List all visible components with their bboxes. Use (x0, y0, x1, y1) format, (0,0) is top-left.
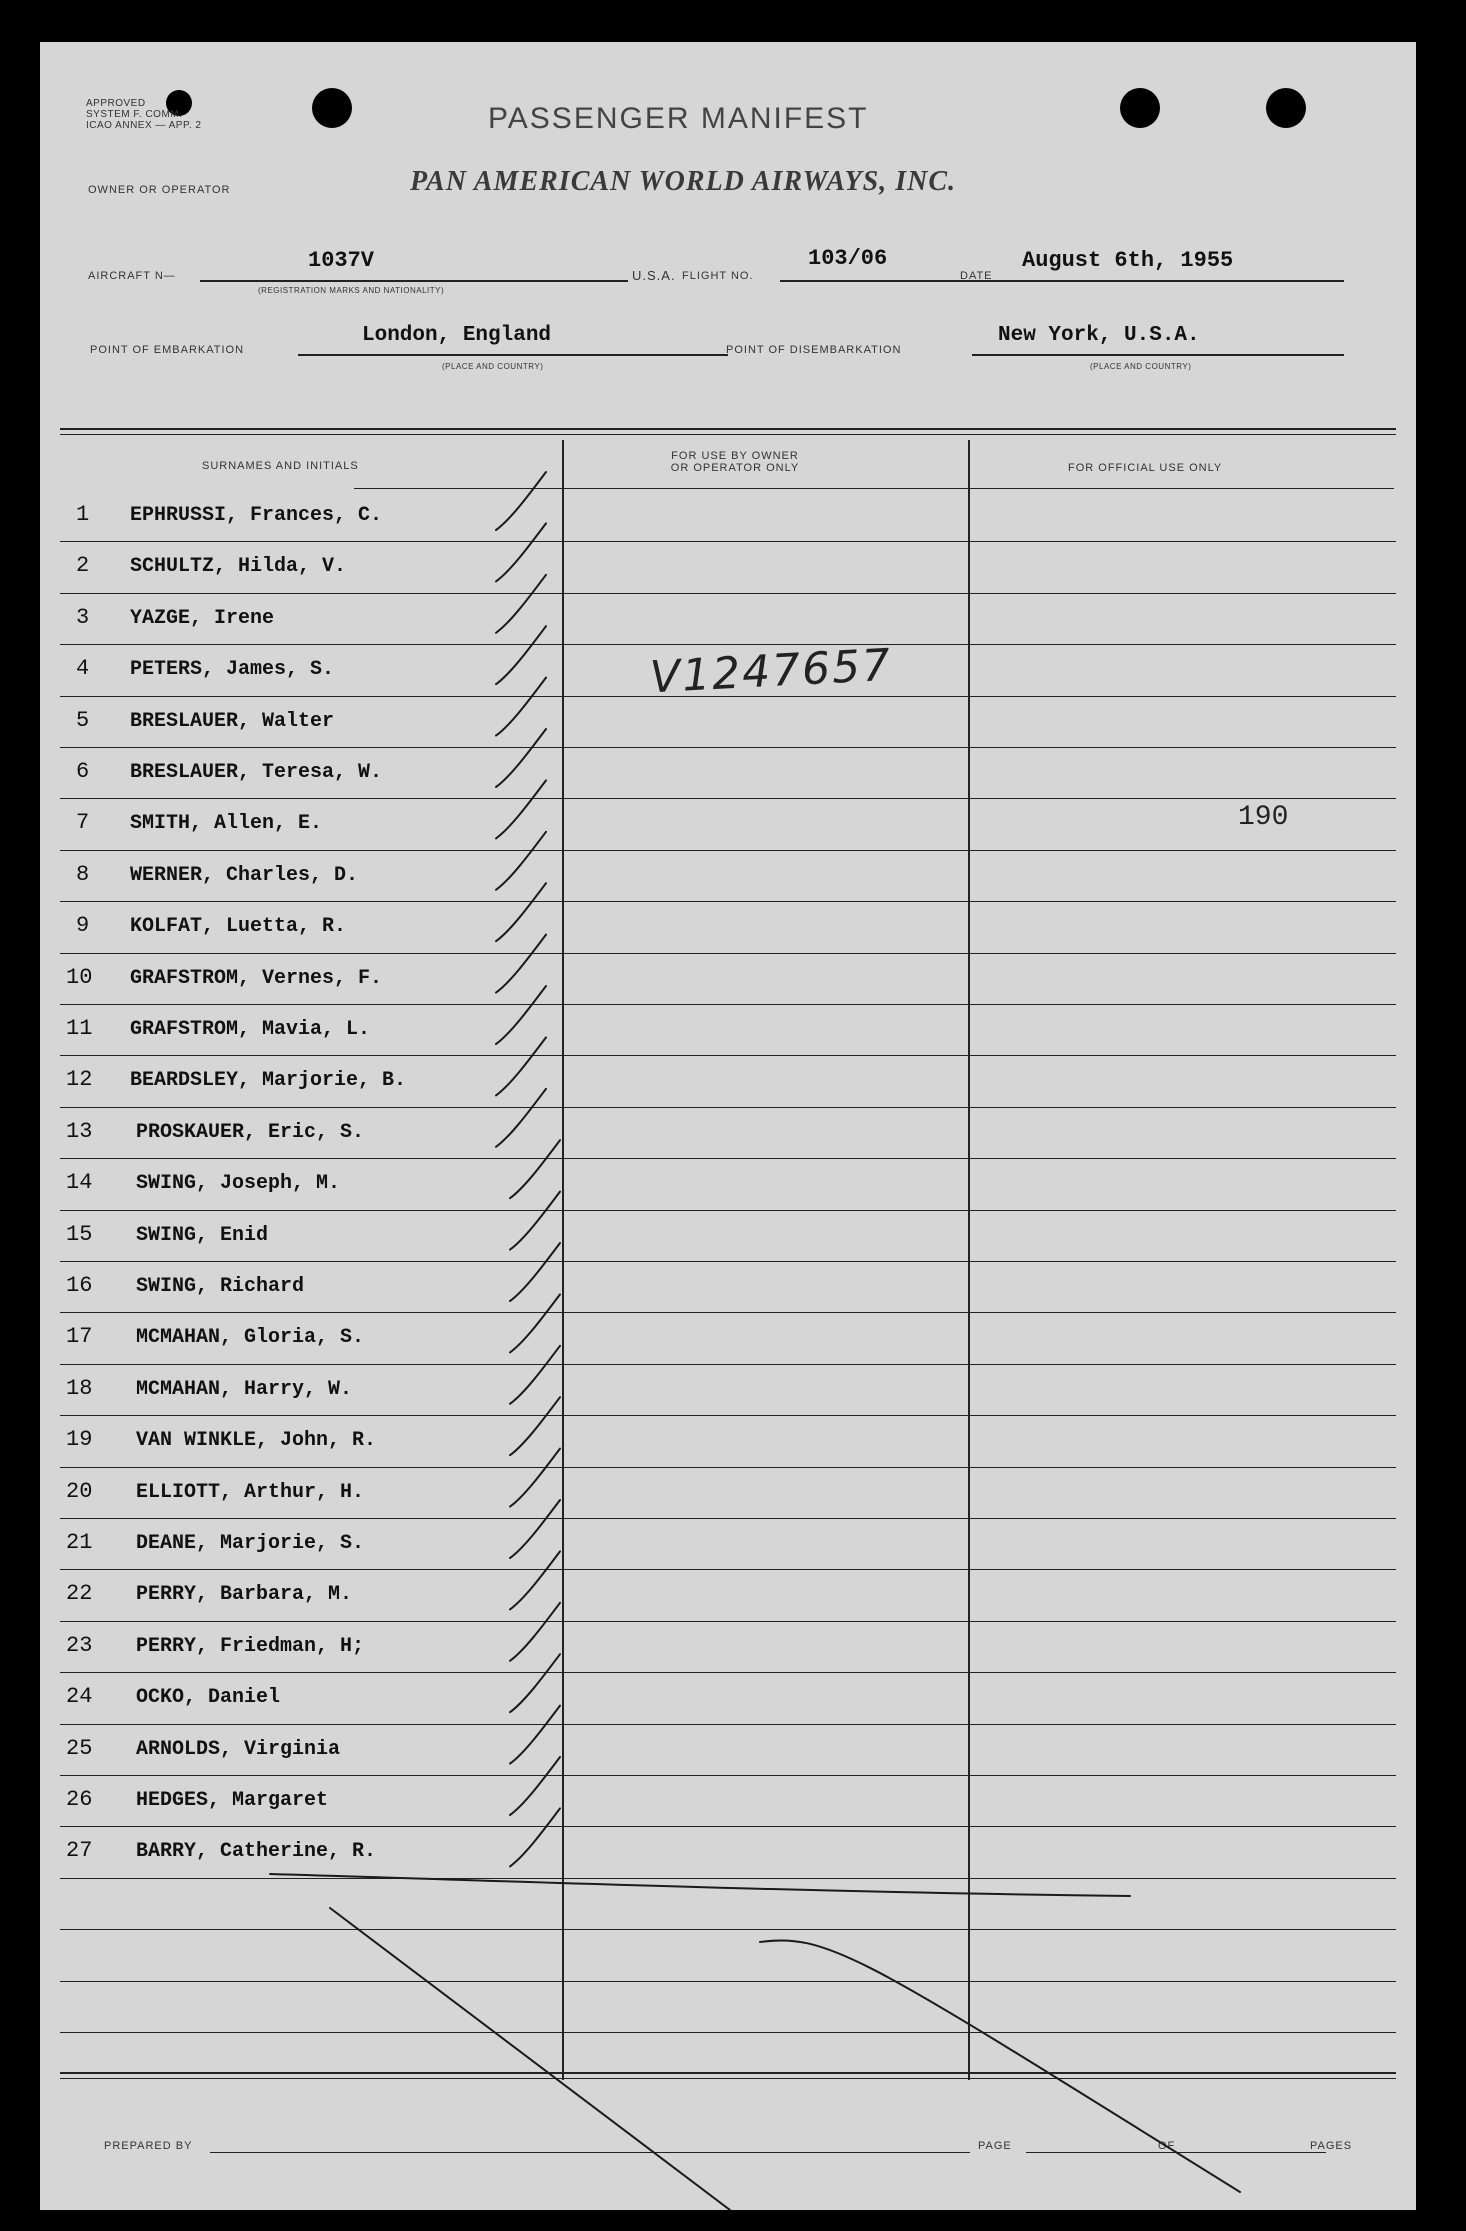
passenger-number: 16 (66, 1273, 93, 1298)
date-value: August 6th, 1955 (1022, 248, 1234, 273)
passenger-number: 18 (66, 1375, 93, 1401)
passenger-number: 22 (66, 1581, 93, 1607)
passenger-number: 2 (76, 553, 90, 579)
check-mark-icon (496, 626, 546, 684)
column-header-surnames: SURNAMES AND INITIALS (202, 460, 359, 472)
passenger-number: 13 (66, 1118, 93, 1144)
of-label: OF (1158, 2140, 1176, 2152)
passenger-name: BRESLAUER, Teresa, W. (130, 761, 383, 784)
passenger-name: SWING, Richard (136, 1275, 305, 1298)
passenger-number: 14 (66, 1170, 93, 1196)
passenger-name: HEDGES, Margaret (136, 1789, 329, 1812)
check-mark-icon (496, 729, 546, 787)
owner-label: OWNER OR OPERATOR (88, 184, 231, 196)
manifest-sheet (40, 42, 1416, 2210)
passenger-number: 1 (76, 502, 90, 527)
passenger-name: PETERS, James, S. (130, 658, 335, 682)
passenger-name: OCKO, Daniel (136, 1686, 281, 1710)
check-mark-icon (510, 1757, 560, 1815)
check-mark-icon (510, 1449, 560, 1507)
usa-label: U.S.A. (632, 268, 676, 283)
disembark-value: New York, U.S.A. (998, 324, 1200, 347)
check-mark-icon (496, 523, 546, 581)
passenger-name: PERRY, Barbara, M. (136, 1583, 353, 1607)
operator-name: PAN AMERICAN WORLD AIRWAYS, INC. (410, 166, 957, 197)
passenger-number: 6 (76, 759, 90, 784)
check-mark-icon (496, 575, 546, 633)
passenger-number: 3 (76, 604, 90, 630)
passenger-number: 8 (76, 861, 90, 887)
aircraft-value: 1037V (308, 248, 375, 273)
handwritten-official-note: 190 (1238, 802, 1289, 833)
passenger-number: 9 (76, 913, 90, 939)
check-mark-icon (496, 832, 546, 890)
column-header-owner-use: FOR USE BY OWNER OR OPERATOR ONLY (670, 450, 800, 474)
passenger-name: GRAFSTROM, Mavia, L. (130, 1018, 371, 1041)
passenger-number: 25 (66, 1735, 93, 1761)
embark-place-note: (PLACE AND COUNTRY) (442, 362, 544, 371)
passenger-number: 17 (66, 1324, 93, 1350)
passenger-name: GRAFSTROM, Vernes, F. (130, 966, 383, 990)
passenger-name: DEANE, Marjorie, S. (136, 1532, 365, 1555)
passenger-name: SMITH, Allen, E. (130, 812, 323, 836)
passenger-name: ELLIOTT, Arthur, H. (136, 1480, 365, 1504)
check-mark-icon (496, 1037, 546, 1095)
aircraft-note: (REGISTRATION MARKS AND NATIONALITY) (258, 286, 445, 295)
passenger-number: 12 (66, 1067, 93, 1093)
passenger-number: 21 (66, 1530, 93, 1555)
passenger-number: 24 (66, 1684, 93, 1710)
check-mark-icon (510, 1706, 560, 1764)
passenger-number: 19 (66, 1427, 93, 1453)
cancel-diagonal-line (330, 1908, 730, 2210)
embark-label: POINT OF EMBARKATION (90, 344, 245, 356)
page-label: PAGE (978, 2140, 1012, 2152)
passenger-number: 27 (66, 1838, 93, 1864)
passenger-name: SWING, Joseph, M. (136, 1172, 341, 1196)
check-mark-icon (510, 1243, 560, 1301)
passenger-number: 23 (66, 1632, 93, 1658)
cancel-diagonal-line (760, 1940, 1240, 2192)
passenger-name: BARRY, Catherine, R. (136, 1840, 377, 1864)
passenger-name: MCMAHAN, Gloria, S. (136, 1326, 365, 1350)
pages-label: PAGES (1310, 2140, 1353, 2152)
passenger-name: ARNOLDS, Virginia (136, 1737, 341, 1761)
passenger-name: BRESLAUER, Walter (130, 709, 335, 733)
check-mark-icon (510, 1294, 560, 1352)
disembark-label: POINT OF DISEMBARKATION (726, 344, 902, 356)
passenger-number: 5 (76, 707, 90, 733)
passenger-name: VAN WINKLE, John, R. (136, 1429, 377, 1453)
passenger-number: 20 (66, 1478, 93, 1504)
pen-marks (40, 42, 1416, 2210)
approval-line-1: APPROVED (86, 98, 146, 109)
check-mark-icon (496, 883, 546, 941)
passenger-name: PROSKAUER, Eric, S. (136, 1120, 365, 1144)
approval-line-2: SYSTEM F. COMM. (86, 109, 183, 120)
aircraft-label: AIRCRAFT N— (88, 270, 176, 282)
approval-line-3: ICAO ANNEX — APP. 2 (86, 120, 202, 131)
passenger-number: 26 (66, 1787, 93, 1812)
check-mark-icon (510, 1500, 560, 1558)
passenger-name: PERRY, Friedman, H; (136, 1634, 365, 1658)
check-mark-icon (510, 1192, 560, 1250)
check-mark-icon (510, 1397, 560, 1455)
check-mark-icon (510, 1140, 560, 1198)
check-mark-icon (496, 780, 546, 838)
handwritten-owner-note: V1247657 (648, 639, 894, 704)
check-mark-icon (510, 1603, 560, 1661)
passenger-number: 15 (66, 1221, 93, 1247)
passenger-name: MCMAHAN, Harry, W. (136, 1377, 353, 1401)
page-title: PASSENGER MANIFEST (488, 102, 869, 135)
passenger-name: EPHRUSSI, Frances, C. (130, 504, 383, 527)
check-mark-icon (496, 1089, 546, 1147)
check-mark-icon (510, 1808, 560, 1866)
column-header-official-use: FOR OFFICIAL USE ONLY (1068, 462, 1223, 474)
passenger-name: KOLFAT, Luetta, R. (130, 915, 347, 939)
passenger-number: 10 (66, 964, 93, 990)
passenger-name: BEARDSLEY, Marjorie, B. (130, 1069, 407, 1093)
check-mark-icon (510, 1346, 560, 1404)
prepared-by-label: PREPARED BY (104, 2140, 193, 2152)
passenger-number: 4 (76, 656, 90, 682)
passenger-name: SCHULTZ, Hilda, V. (130, 555, 347, 579)
check-mark-icon (510, 1551, 560, 1609)
passenger-number: 7 (76, 810, 90, 836)
flight-value: 103/06 (808, 246, 888, 271)
passenger-name: WERNER, Charles, D. (130, 863, 359, 887)
disembark-place-note: (PLACE AND COUNTRY) (1090, 362, 1192, 371)
check-mark-icon (510, 1654, 560, 1712)
passenger-name: SWING, Enid (136, 1223, 269, 1247)
passenger-name: YAZGE, Irene (130, 606, 275, 630)
check-mark-icon (496, 935, 546, 993)
flight-label: FLIGHT NO. (682, 270, 754, 282)
check-mark-icon (496, 678, 546, 736)
check-mark-icon (496, 986, 546, 1044)
date-label: DATE (960, 270, 993, 282)
strike-line (270, 1874, 1130, 1896)
embark-value: London, England (362, 324, 552, 347)
check-mark-icon (496, 472, 546, 530)
passenger-number: 11 (66, 1016, 93, 1041)
